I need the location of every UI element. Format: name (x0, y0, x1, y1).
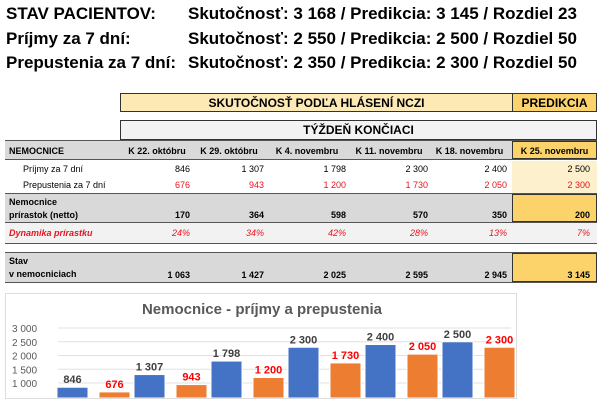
row-label (9, 146, 64, 157)
table-row (5, 177, 597, 193)
table-cell: 2 500 (567, 163, 590, 174)
table-cell: 1 200 (323, 179, 346, 190)
table-cell: 24% (171, 228, 190, 238)
row-label (9, 228, 93, 239)
table-cell: 7% (576, 228, 590, 238)
bar (57, 387, 88, 398)
table-cell: 28% (409, 228, 428, 238)
data-label: 2 300 (289, 334, 318, 347)
data-label: 1 200 (254, 364, 283, 377)
table-cell: 2 300 (405, 163, 428, 174)
y-tick-label: 2 500 (12, 337, 38, 349)
column-header: K 4. novembru (275, 145, 339, 156)
actual-header: SKUTOČNOSŤ PODĽA HLÁSENÍ NCZI (120, 93, 513, 112)
column-header: K 25. novembru (520, 145, 589, 156)
data-label: 2 300 (485, 334, 514, 347)
column-header: K 22. októbru (128, 145, 186, 156)
table-row (5, 223, 597, 244)
table-cell: 846 (174, 163, 190, 174)
table-cell: 1 427 (241, 270, 264, 280)
row-label (9, 255, 77, 281)
data-label: 2 050 (408, 341, 437, 354)
table-cell: 13% (488, 228, 507, 238)
row-label-text: prírastok (netto) (9, 210, 79, 220)
data-label: 1 730 (331, 349, 360, 362)
table-cell: 2 050 (484, 179, 507, 190)
row-label-text: NEMOCNICE (9, 145, 65, 156)
bar (211, 361, 242, 398)
table-row (5, 252, 597, 283)
table-cell: 1 798 (323, 163, 346, 174)
y-tick-label: 3 000 (12, 324, 38, 335)
table-cell: 1 307 (241, 163, 264, 174)
row-label (9, 196, 78, 222)
table-cell: 200 (574, 210, 590, 220)
data-label: 1 307 (135, 361, 164, 374)
bar (288, 347, 319, 398)
y-tick-label: 1 500 (12, 365, 38, 377)
bar (365, 345, 396, 399)
bar (253, 378, 284, 399)
summary-label: Prepustenia za 7 dní: (6, 53, 177, 72)
table-cell: 2 945 (484, 270, 507, 280)
bar (442, 342, 473, 398)
table-cell: 350 (491, 210, 507, 220)
row-label-text: Dynamika prírastku (9, 228, 93, 238)
week-header: TÝŽDEŇ KONČIACI (120, 120, 597, 140)
table-cell: 2 300 (567, 179, 590, 190)
column-header: K 11. novembru (355, 145, 423, 156)
table-cell: 3 145 (567, 270, 590, 280)
bar (134, 375, 165, 398)
row-label-text: v nemocniciach (9, 269, 77, 279)
bar (407, 354, 438, 398)
table-cell: 364 (248, 210, 264, 220)
row-label (23, 164, 83, 175)
prediction-header: PREDIKCIA (512, 93, 597, 112)
bar (330, 363, 361, 398)
column-header: K 18. novembru (435, 145, 504, 156)
table-cell: 676 (174, 179, 190, 190)
row-label-text: Nemocnice (9, 197, 58, 207)
data-label: 1 798 (212, 348, 241, 361)
table-cell: 2 400 (484, 163, 507, 174)
table-cell: 34% (245, 228, 264, 238)
data-label: 676 (105, 378, 124, 391)
data-label: 943 (182, 371, 201, 384)
table-cell: 598 (330, 210, 346, 220)
bar (99, 392, 130, 398)
summary-value: Skutočnosť: 2 350 / Predikcia: 2 300 / Rozdiel 50 (188, 53, 577, 72)
row-label (23, 180, 106, 191)
row-label-text: Stav (9, 256, 29, 266)
summary-value: Skutočnosť: 3 168 / Predikcia: 3 145 / Rozdiel 23 (188, 4, 577, 23)
row-label-text: Prepustenia za 7 dní (23, 179, 106, 190)
summary-value: Skutočnosť: 2 550 / Predikcia: 2 500 / Rozdiel 50 (188, 29, 577, 48)
column-header: K 29. októbru (200, 145, 258, 156)
row-label-text: Príjmy za 7 dní (23, 163, 84, 174)
table-cell: 1 063 (167, 270, 190, 280)
table-cell: 2 025 (323, 270, 346, 280)
table-cell: 943 (248, 179, 264, 190)
table-cell: 170 (174, 210, 190, 220)
table-cell: 1 730 (405, 179, 428, 190)
table-row (5, 161, 597, 177)
table-header-row (5, 140, 597, 160)
chart-title: Nemocnice - príjmy a prepustenia (141, 301, 383, 318)
summary-label: STAV PACIENTOV: (6, 4, 156, 23)
bar (176, 385, 207, 398)
table-cell: 570 (412, 210, 428, 220)
summary-label: Príjmy za 7 dní: (6, 29, 131, 48)
table-row (5, 193, 597, 223)
y-tick-label: 1 000 (12, 379, 38, 390)
y-tick-label: 2 000 (12, 351, 38, 363)
table-cell: 42% (327, 228, 346, 238)
bar-chart (5, 293, 517, 399)
data-label: 2 400 (366, 331, 395, 344)
table-cell: 2 595 (405, 270, 428, 280)
bar (484, 347, 515, 398)
data-label: 2 500 (443, 328, 472, 341)
data-label: 846 (63, 374, 82, 387)
